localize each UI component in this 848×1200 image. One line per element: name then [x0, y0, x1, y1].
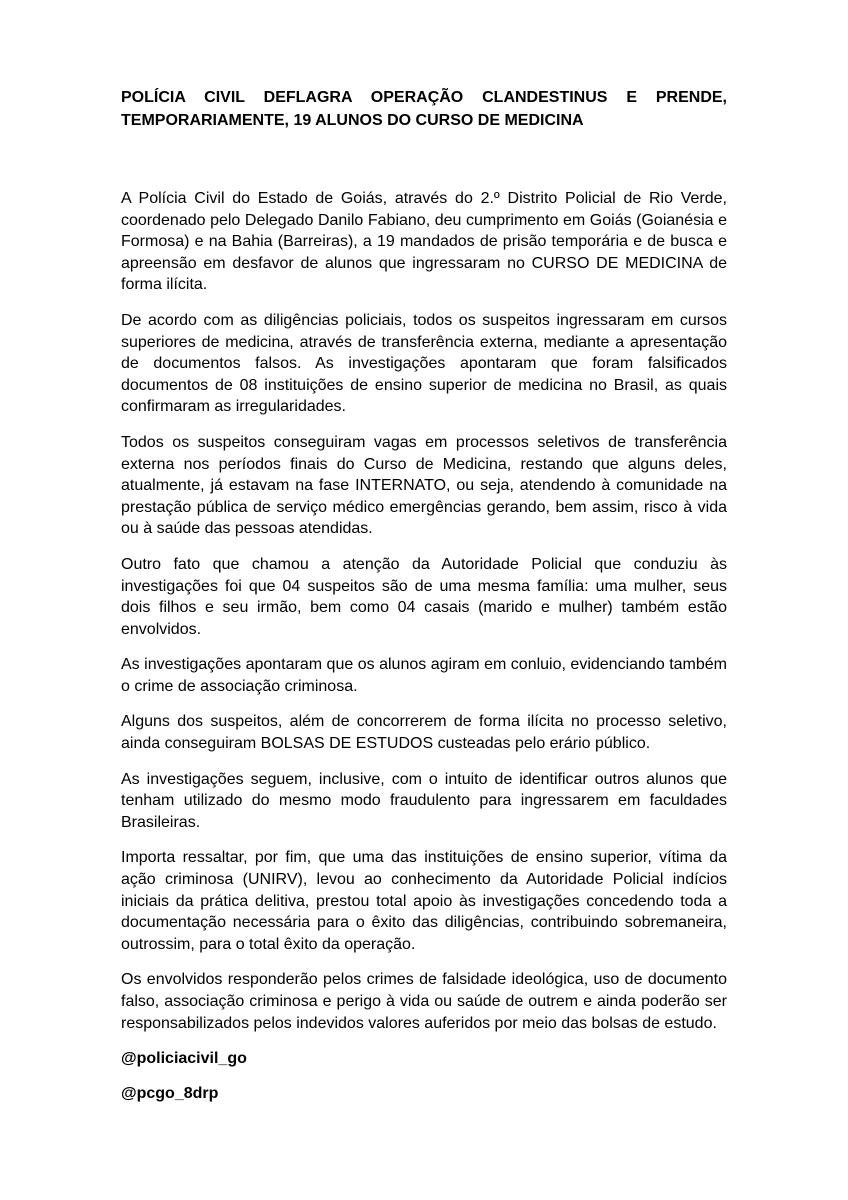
- paragraph: As investigações apontaram que os alunos agiram em conluio, evidenciando também o crime de associação criminosa.: [121, 656, 727, 695]
- paragraph: De acordo com as diligências policiais, todos os suspeitos ingressaram em cursos superiores de medicina, através de transferência externa, mediante a apresentação de documentos falsos. As investigações apontaram que foram falsificados documentos de 08 instituições de ensino superior de medicina no Brasil, as quais confirmaram as irregularidades.: [121, 311, 727, 416]
- document-page: [121, 86, 727, 1118]
- paragraph: Os envolvidos responderão pelos crimes de falsidade ideológica, uso de documento falso, associação criminosa e perigo à vida ou saúde de outrem e ainda poderão ser responsabilizados pelos indevidos valores auferidos por meio das bolsas de estudo.: [121, 971, 727, 1032]
- social-handle-pcgo: @pcgo_8drp: [121, 1085, 219, 1103]
- social-handle-policiacivil: @policiacivil_go: [121, 1050, 247, 1068]
- paragraph: A Polícia Civil do Estado de Goiás, através do 2.º Distrito Policial de Rio Verde, coordenado pelo Delegado Danilo Fabiano, deu cumprimento em Goiás (Goianésia e Formosa) e na Bahia (Barreiras), a 19 mandados de prisão temporária e de busca e apreensão em desfavor de alunos que ingressaram no CURSO DE MEDICINA de forma ilícita.: [121, 190, 727, 294]
- paragraph: Importa ressaltar, por fim, que uma das instituições de ensino superior, vítima da ação criminosa (UNIRV), levou ao conhecimento da Autoridade Policial indícios iniciais da prática delitiva, prestou total apoio às investigações concedendo toda a documentação necessária para o êxito das diligências, contribuindo sobremaneira, outrossim, para o total êxito da operação.: [121, 849, 727, 953]
- paragraph: Todos os suspeitos conseguiram vagas em processos seletivos de transferência externa nos períodos finais do Curso de Medicina, restando que alguns deles, atualmente, já estavam na fase INTERNATO, ou seja, atendendo à comunidade na prestação pública de serviço médico emergências gerando, bem assim, risco à vida ou à saúde das pessoas atendidas.: [121, 433, 727, 538]
- paragraph: Outro fato que chamou a atenção da Autoridade Policial que conduziu às investigações foi que 04 suspeitos são de uma mesma família: uma mulher, seus dois filhos e seu irmão, bem como 04 casais (marido e mulher) também estão envolvidos.: [121, 555, 727, 638]
- document-title: POLÍCIA CIVIL DEFLAGRA OPERAÇÃO CLANDESTINUS E PRENDE, TEMPORARIAMENTE, 19 ALUNOS DO CURSO DE MEDICINA: [121, 89, 727, 129]
- paragraph: Alguns dos suspeitos, além de concorrerem de forma ilícita no processo seletivo, ainda conseguiram BOLSAS DE ESTUDOS custeadas pelo erário público.: [121, 713, 727, 753]
- paragraph: As investigações seguem, inclusive, com o intuito de identificar outros alunos que tenham utilizado do mesmo modo fraudulento para ingressarem em faculdades Brasileiras.: [121, 770, 727, 831]
